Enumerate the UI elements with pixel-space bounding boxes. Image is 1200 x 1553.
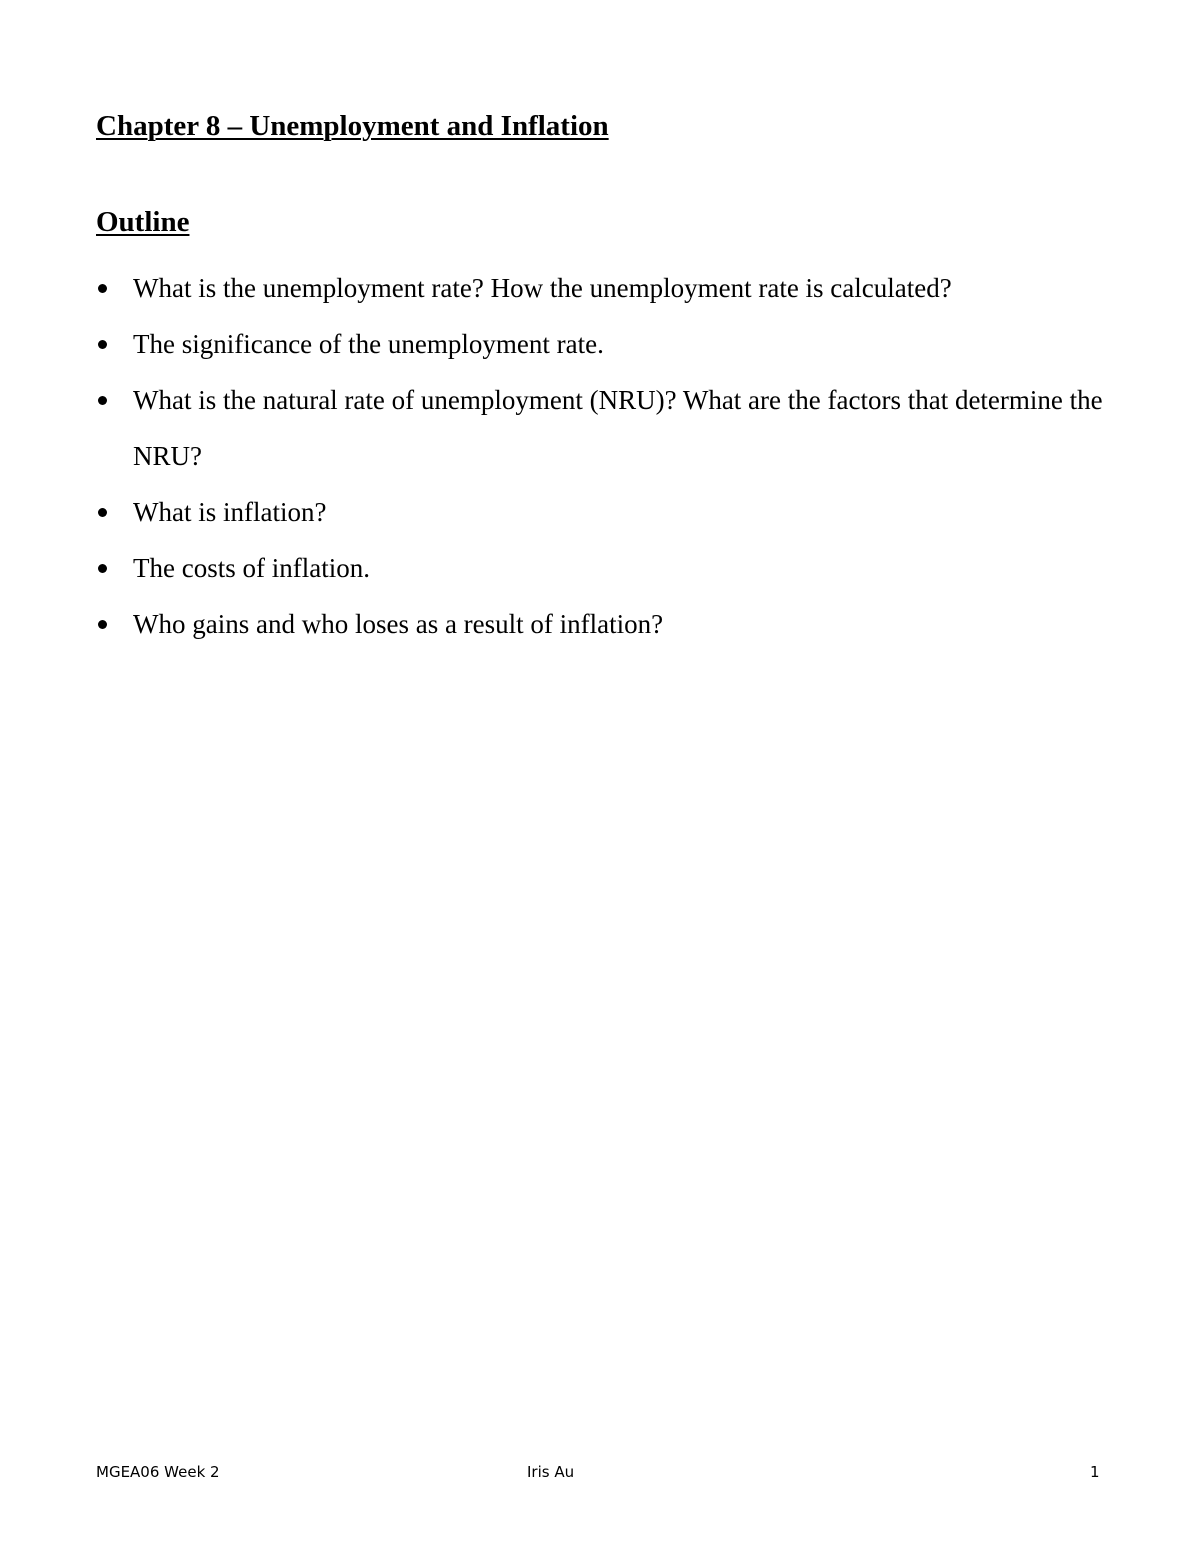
outline-item-text: What is the unemployment rate? How the unemployment rate is calculated? [133, 273, 952, 303]
outline-list [96, 260, 1106, 652]
list-item [96, 372, 1106, 484]
outline-item-text: What is the natural rate of unemployment (NRU)? What are the factors that determine the NRU? [133, 385, 1103, 471]
bullet-icon [98, 340, 107, 349]
bullet-icon [98, 396, 107, 405]
bullet-icon [98, 620, 107, 629]
chapter-title: Chapter 8 – Unemployment and Inflation [96, 110, 609, 142]
footer-author: Iris Au [527, 1463, 575, 1481]
outline-item-text: What is inflation? [133, 497, 327, 527]
footer-course: MGEA06 Week 2 [96, 1463, 220, 1481]
outline-item-text: The significance of the unemployment rate. [133, 329, 604, 359]
list-item [96, 316, 1106, 372]
outline-item-text: The costs of inflation. [133, 553, 370, 583]
list-item [96, 596, 1106, 652]
bullet-icon [98, 564, 107, 573]
bullet-icon [98, 284, 107, 293]
list-item [96, 484, 1106, 540]
outline-heading: Outline [96, 206, 190, 238]
list-item [96, 260, 1106, 316]
outline-item-text: Who gains and who loses as a result of inflation? [133, 609, 664, 639]
footer-page-number: 1 [1090, 1463, 1100, 1481]
bullet-icon [98, 508, 107, 517]
list-item [96, 540, 1106, 596]
